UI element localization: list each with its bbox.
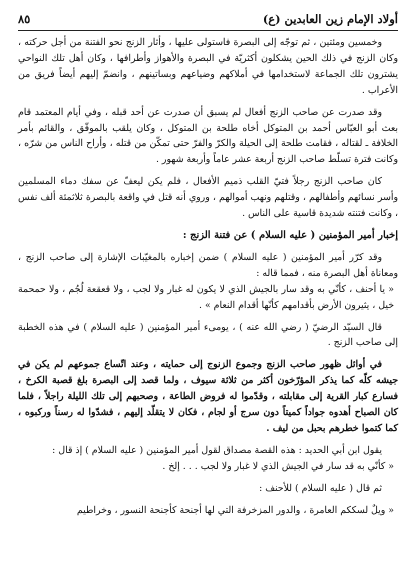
paragraph: وقد صدرت عن صاحب الزنج أفعال لم يسبق أن صدرت عن أحد قبله ، وفي أيام المعتمد قام بعث أبو العبّاس أحمد بن المتوكل أخاه طلحة بن المتوكل ، وكان يلقب بالموفّق ، والقائم بأمر الخلافة ـ لقتاله ، فقامت طلحة إلى الحيلة والكرّ والفرّ حتى تمكّن من قتله ، وأراح الناس من شرّه ، وكانت فترة تسلّط صاحب الزنج أربعة عشر عاماً وأربعة شهور .	[18, 106, 398, 166]
paragraph: كان صاحب الزنج رجلاً فتيّ القلب ذميم الأفعال ، فلم يكن ليعفّ عن سفك دماء المسلمين وأسر نسائهم وأطفالهم ، وقتلهم ونهب أموالهم ، وروي أنه قتل في واقعة بالبصرة ثلاثمئة ألف نفس ، وكانت فتنته شديدة قاسية على الناس .	[18, 176, 398, 220]
paragraph: يقول ابن أبي الحديد : هذه القصة مصداق لقول أمير المؤمنين ( عليه السلام ) إذ قال :	[52, 444, 382, 456]
paragraph: وخمسين ومئتين ، ثم توجّه إلى البصرة فاستولى عليها ، وأثار الزنج نحو الفتنة من أجل حركته ، وكان الزنج في ذلك الحين يشكلون أكثريّة في البصرة والأهواز وأطرافها ، وكان أهل تلك النواحي يشترون تلك الجماعة لاستخدامها في أملاكهم وضياعهم وبساتينهم ، وانضمّ إليهم أيضاً فريق من الأعراب .	[18, 37, 398, 96]
quote: « ويلٌ لسككم العامرة ، والدور المزخرفة التي لها أجنحة كأجنحة النسور ، وخراطيم	[76, 504, 394, 516]
paragraph: قال السيّد الرضيّ ( رضي الله عنه ) ، يومىء أمير المؤمنين ( عليه السلام ) في هذه الخطبة إلى صاحب الزنج .	[18, 321, 398, 349]
paragraph: في أوائل ظهور صاحب الزنج وجموع الزنوج إلى حمايته ، وعند اتّساع جموعهم لم يكن في جيشه كلّه كما يذكر المؤرّخون أكثر من ثلاثة سيوف ، ولما قصد إلى البصرة بلغ قصبة الكرخ ، فسارع كبار القرية إلى مقابلته ، وقدّموا له فروض الطاعة ، وصحبهم إلى تلك الليلة راجلاً ، فلما كان الصباح أهدوه جواداً كميتاً دون سرج أو لجام ، فكان لا يتقلّد إليهم ، فشدّوا له رسناً وركبوه ، كما كتموا خطرهم بحبل من ليف .	[18, 359, 398, 434]
quote: « كأنّي به قد سار في الجيش الذي لا غبار ولا لجب . . . إلخ .	[162, 460, 394, 472]
paragraph: ثم قال ( عليه السلام ) للأحنف :	[259, 482, 382, 494]
page-body	[18, 35, 398, 518]
section-heading: إخبار أمير المؤمنين ( عليه السلام ) عن فتنة الزنج :	[182, 229, 398, 241]
running-title: أولاد الإمام زين العابدين (ع)	[262, 12, 398, 26]
paragraph: وقد كرّر أمير المؤمنين ( عليه السلام ) ضمن إخباره بالمغيّبات الإشارة إلى صاحب الزنج ، ومعاناة أهل البصرة منه ، فمما قاله :	[18, 251, 398, 279]
page-header	[18, 8, 398, 26]
quote: « يا أحنف ، كأنّي به وقد سار بالجيش الذي لا يكون له غبار ولا لجب ، ولا قعقعة لُجُم ، ولا حمحمة خيل ، يثيرون الأرض بأقدامهم كأنّها أقدام النعام » .	[18, 283, 394, 311]
page-number: ٨٥	[18, 12, 31, 26]
header-rule	[18, 30, 398, 31]
